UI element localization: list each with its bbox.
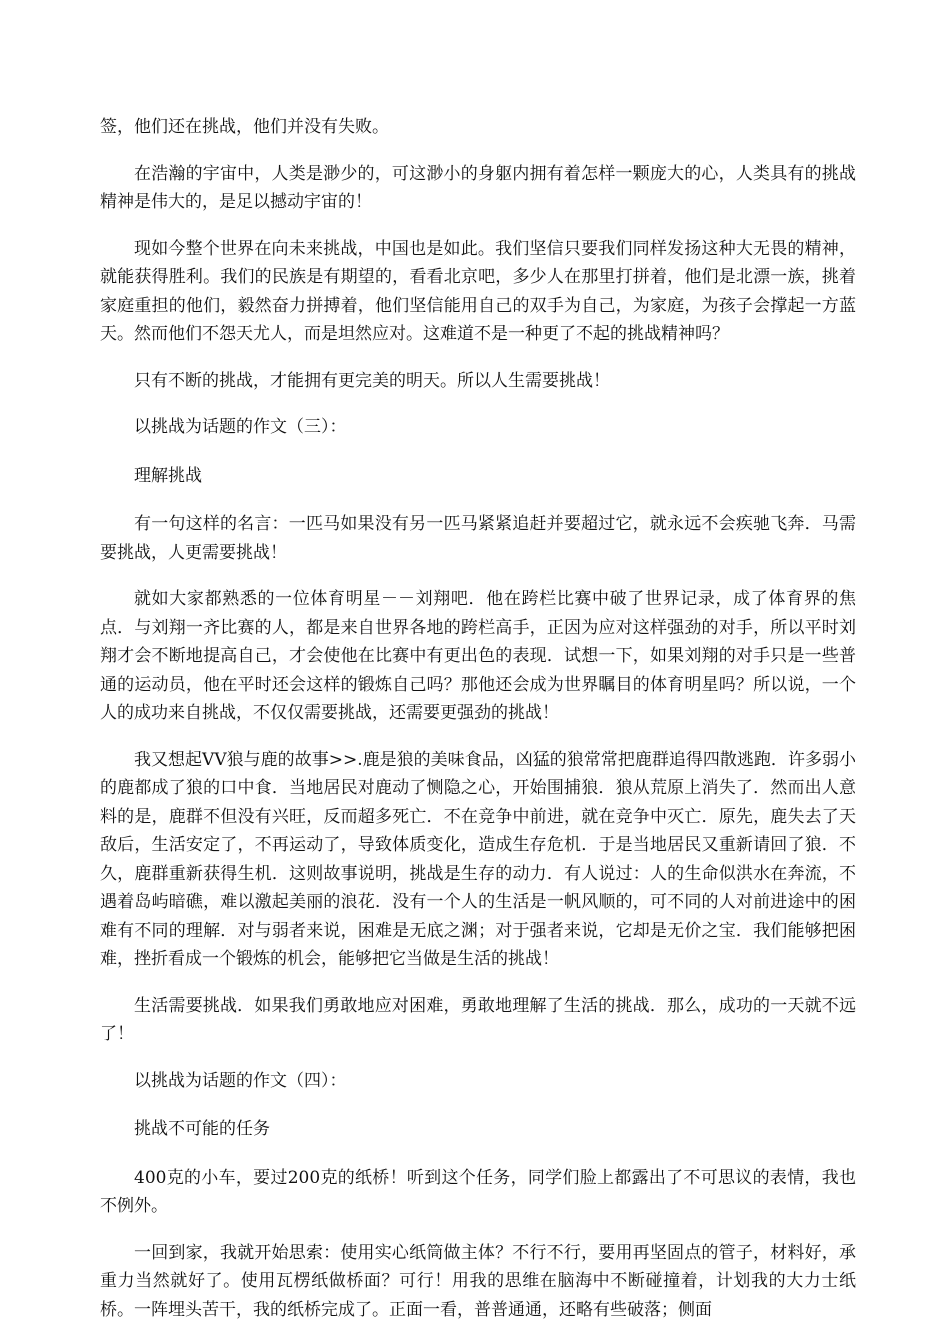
paragraph-liu-xiang: 就如大家都熟悉的一位体育明星－－刘翔吧．他在跨栏比赛中破了世界记录，成了体育界的焦点．与刘翔一齐比赛的人，都是来自世界各地的跨栏高手，正因为应对这样强劲的对手，所以平时刘翔才会不断地提高自己，才会使他在比赛中有更出色的表现．试想一下，如果刘翔的对手只是一些普通的运动员，他在平时还会这样的锻炼自己吗？那他还会成为世界瞩目的体育明星吗？所以说，一个人的成功来自挑战，不仅仅需要挑战，还需要更强劲的挑战！ (100, 589, 856, 723)
section-heading-four: 以挑战为话题的作文（四）： (134, 1070, 347, 1091)
paragraph-horse-quote: 有一句这样的名言：一匹马如果没有另一匹马紧紧追赶并要超过它，就永远不会疾驰飞奔．马需要挑战，人更需要挑战！ (100, 514, 856, 563)
paragraph-wolf-deer: 我又想起VV狼与鹿的故事>>.鹿是狼的美味食品，凶猛的狼常常把鹿群追得四散逃跑．许多弱小的鹿都成了狼的口中食．当地居民对鹿动了恻隐之心，开始围捕狼．狼从荒原上消失了．然而出人意料的是，鹿群不但没有兴旺，反而超多死亡．不在竞争中前进，就在竞争中灭亡．原先，鹿失去了天敌后，生活安定了，不再运动了，导致体质变化，造成生存危机．于是当地居民又重新请回了狼．不久，鹿群重新获得生机．这则故事说明，挑战是生存的动力．有人说过：人的生命似洪水在奔流，不遇着岛屿暗礁，难以激起美丽的浪花．没有一个人的生活是一帆风顺的，可不同的人对前进途中的困难有不同的理解．对与弱者来说，困难是无底之渊；对于强者来说，它却是无价之宝．我们能够把困难，挫折看成一个锻炼的机会，能够把它当做是生活的挑战！ (100, 749, 856, 969)
paragraph-paper-bridge-build: 一回到家，我就开始思索：使用实心纸筒做主体？不行不行，要用再坚固点的管子，材料好，承重力当然就好了。使用瓦楞纸做桥面？可行！用我的思维在脑海中不断碰撞着，计划我的大力士纸桥。一阵埋头苦干，我的纸桥完成了。正面一看，普普通通，还略有些破落；侧面 (100, 1242, 856, 1320)
document-page (100, 113, 856, 1342)
section-heading-three: 以挑战为话题的作文（三）： (134, 417, 347, 437)
paragraph-continuation: 签，他们还在挑战，他们并没有失败。 (100, 117, 389, 137)
paragraph-life-challenge: 生活需要挑战．如果我们勇敢地应对困难，勇敢地理解了生活的挑战．那么，成功的一天就不远了！ (100, 995, 856, 1044)
paragraph-universe: 在浩瀚的宇宙中，人类是渺少的，可这渺小的身躯内拥有着怎样一颗庞大的心，人类具有的挑战精神是伟大的，是足以撼动宇宙的！ (100, 163, 856, 212)
essay-title-understand-challenge: 理解挑战 (134, 465, 202, 486)
paragraph-conclusion: 只有不断的挑战，才能拥有更完美的明天。所以人生需要挑战！ (134, 370, 610, 391)
paragraph-china-challenge: 现如今整个世界在向未来挑战，中国也是如此。我们坚信只要我们同样发扬这种大无畏的精神，就能获得胜利。我们的民族是有期望的，看看北京吧，多少人在那里打拼着，他们是北漂一族，挑着家庭重担的他们，毅然奋力拼搏着，他们坚信能用自己的双手为自己，为家庭，为孩子会撑起一方蓝天。然而他们不怨天尤人，而是坦然应对。这难道不是一种更了不起的挑战精神吗？ (100, 238, 856, 344)
paragraph-paper-bridge-task: 400克的小车，要过200克的纸桥！听到这个任务，同学们脸上都露出了不可思议的表情，我也不例外。 (100, 1167, 856, 1216)
essay-title-impossible-task: 挑战不可能的任务 (134, 1119, 270, 1139)
